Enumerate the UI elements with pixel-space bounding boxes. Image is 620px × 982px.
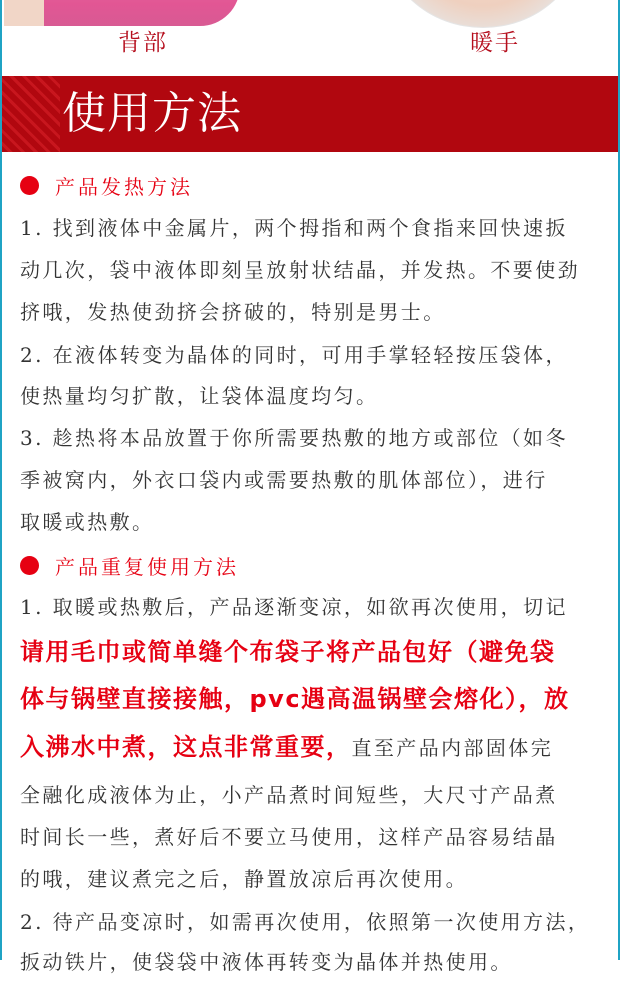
text-line: 取暖或热敷。	[20, 510, 155, 534]
back-usage-photo	[4, 0, 240, 26]
text-line: 使热量均匀扩散，让袋体温度均匀。	[20, 384, 379, 408]
text-line: 2. 在液体转变为晶体的同时，可用手掌轻轻按压袋体，	[20, 343, 568, 367]
text-line: 挤哦，发热使劲挤会挤破的，特别是男士。	[20, 300, 446, 324]
text-line: 1. 找到液体中金属片，两个拇指和两个食指来回快速扳	[20, 216, 568, 240]
text-segment: 直至产品内部固体完	[351, 736, 554, 760]
emphasis-line	[20, 630, 556, 676]
section-header-bar	[0, 76, 620, 152]
heading-label: 产品重复使用方法	[55, 554, 239, 579]
left-edge-accent	[0, 0, 2, 960]
text-line: 全融化成液体为止，小产品煮时间短些，大尺寸产品煮	[20, 783, 558, 807]
text-line: 季被窝内，外衣口袋内或需要热敷的肌体部位），进行	[20, 468, 548, 492]
section-title: 使用方法	[62, 88, 242, 139]
text-line-cut: 扳动铁片，使袋袋中液体再转变为晶体并热使用。	[20, 950, 513, 974]
emphasis-text: 请用毛巾或简单缝个布袋子将产品包好（避免袋	[20, 638, 556, 666]
text-line: 时间长一些，煮好后不要立马使用，这样产品容易结晶	[20, 825, 558, 849]
mixed-line	[20, 725, 553, 771]
emphasis-text: 入沸水中煮，这点非常重要，	[20, 733, 352, 761]
heading-label: 产品发热方法	[55, 174, 193, 199]
header-stripe-decoration	[0, 76, 60, 152]
caption-back: 背部	[118, 30, 168, 56]
text-line: 3. 趁热将本品放置于你所需要热敷的地方或部位（如冬	[20, 426, 568, 450]
caption-hand: 暖手	[470, 30, 520, 56]
text-line: 的哦，建议煮完之后，静置放凉后再次使用。	[20, 867, 468, 891]
text-line: 动几次，袋中液体即刻呈放射状结晶，并发热。不要使劲	[20, 258, 580, 282]
emphasis-line	[20, 677, 570, 723]
usage-photo-strip	[0, 0, 620, 75]
bullet-dot-icon	[20, 556, 39, 575]
emphasis-text: 体与锅壁直接接触，pvc遇高温锅壁会熔化），放	[20, 685, 570, 713]
section-heading-reuse	[20, 549, 239, 581]
text-line: 2. 待产品变凉时，如需再次使用，依照第一次使用方法，	[20, 910, 591, 934]
bullet-dot-icon	[20, 176, 39, 195]
section-heading-heating	[20, 169, 193, 201]
text-line: 1. 取暖或热敷后，产品逐渐变凉，如欲再次使用，切记	[20, 595, 568, 619]
